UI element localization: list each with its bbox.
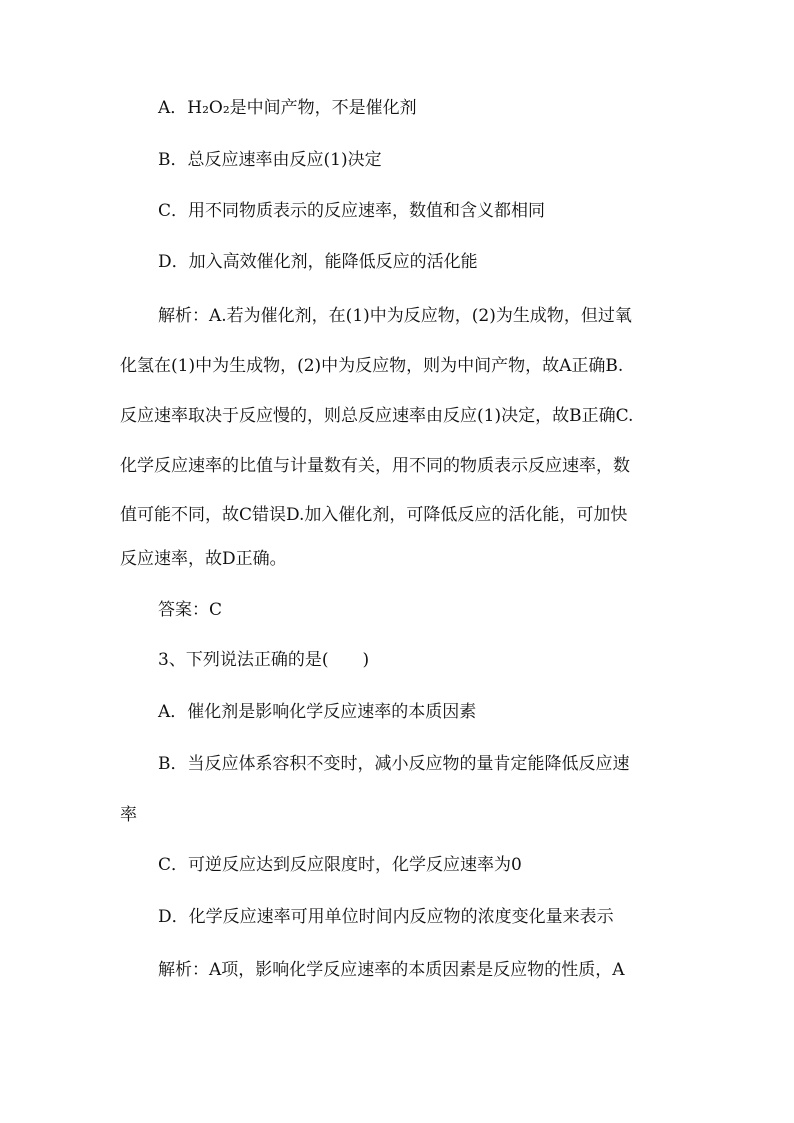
option-b-q2: B．总反应速率由反应(1)决定 — [158, 150, 382, 170]
answer-q2: 答案：C — [158, 600, 223, 620]
analysis-q2-line-5: 值可能不同，故C错误D.加入催化剂，可降低反应的活化能，可加快 — [120, 505, 628, 525]
option-b-q3: B．当反应体系容积不变时，减小反应物的量肯定能降低反应速 — [158, 754, 630, 774]
analysis-q2-line-4: 化学反应速率的比值与计量数有关，用不同的物质表示反应速率，数 — [120, 456, 630, 476]
option-a-q3: A．催化剂是影响化学反应速率的本质因素 — [158, 702, 477, 722]
analysis-q3-line-1: 解析：A项，影响化学反应速率的本质因素是反应物的性质，A — [158, 960, 625, 980]
analysis-q2-line-1: 解析：A.若为催化剂，在(1)中为反应物，(2)为生成物，但过氧 — [158, 306, 632, 326]
analysis-q2-line-3: 反应速率取决于反应慢的，则总反应速率由反应(1)决定，故B正确C. — [120, 406, 634, 426]
option-d-q2: D．加入高效催化剂，能降低反应的活化能 — [158, 252, 478, 272]
question-3-stem: 3、下列说法正确的是( ) — [158, 650, 370, 670]
option-c-q3: C．可逆反应达到反应限度时，化学反应速率为0 — [158, 855, 522, 875]
analysis-q2-line-6: 反应速率，故D正确。 — [120, 549, 287, 569]
option-c-q2: C．用不同物质表示的反应速率，数值和含义都相同 — [158, 201, 546, 221]
option-b-q3-cont: 率 — [120, 805, 137, 825]
option-a-q2: A．H₂O₂是中间产物，不是催化剂 — [158, 98, 417, 118]
analysis-q2-line-2: 化氢在(1)中为生成物，(2)中为反应物，则为中间产物，故A正确B. — [120, 356, 624, 376]
option-d-q3: D．化学反应速率可用单位时间内反应物的浓度变化量来表示 — [158, 907, 614, 927]
